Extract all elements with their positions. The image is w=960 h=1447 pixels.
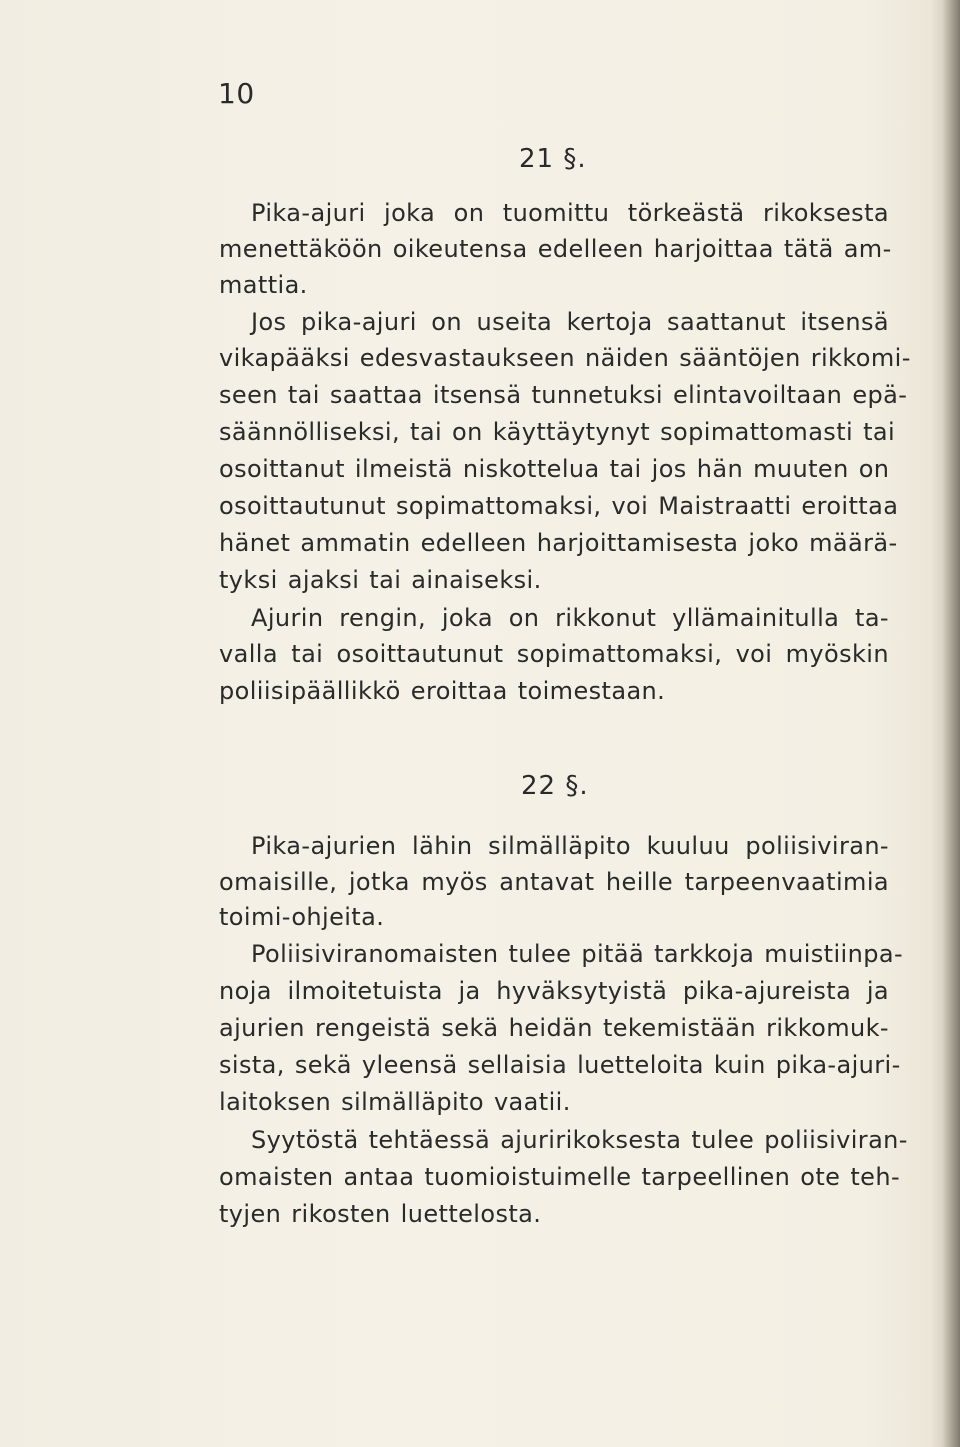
text-line: toimi-ohjeita. xyxy=(219,903,385,931)
text-line: tyjen rikosten luettelosta. xyxy=(219,1200,542,1228)
text-line: osoittanut ilmeistä niskottelua tai jos hän muuten on xyxy=(219,455,890,483)
text-line: tyksi ajaksi tai ainaiseksi. xyxy=(219,566,542,594)
page-edge-shadow xyxy=(930,0,960,1447)
text-line: mattia. xyxy=(219,271,308,299)
text-line: noja ilmoitetuista ja hyväksytyistä pika-ajureista ja xyxy=(219,977,889,1005)
text-line: osoittautunut sopimattomaksi, voi Maistraatti eroittaa xyxy=(219,492,899,520)
text-line: seen tai saattaa itsensä tunnetuksi elintavoiltaan epä- xyxy=(219,381,908,409)
text-line: Syytöstä tehtäessä ajuririkoksesta tulee poliisiviran- xyxy=(251,1126,908,1154)
text-line: säännölliseksi, tai on käyttäytynyt sopimattomasti tai xyxy=(219,418,896,446)
text-line: omaisten antaa tuomioistuimelle tarpeellinen ote teh- xyxy=(219,1163,901,1191)
text-line: omaisille, jotka myös antavat heille tarpeenvaatimia xyxy=(219,868,889,896)
text-line: Pika-ajurien lähin silmälläpito kuuluu poliisiviran- xyxy=(251,832,889,860)
page-number: 10 xyxy=(218,77,255,110)
text-line: Poliisiviranomaisten tulee pitää tarkkoja muistiinpa- xyxy=(251,940,904,968)
text-line: menettäköön oikeutensa edelleen harjoittaa tätä am- xyxy=(219,235,892,263)
text-line: Ajurin rengin, joka on rikkonut yllämainitulla ta- xyxy=(251,604,889,632)
text-line: laitoksen silmälläpito vaatii. xyxy=(219,1088,571,1116)
text-line: poliisipäällikkö eroittaa toimestaan. xyxy=(219,677,666,705)
text-line: ajurien rengeistä sekä heidän tekemistään rikkomuk- xyxy=(219,1014,889,1042)
text-line: hänet ammatin edelleen harjoittamisesta joko määrä- xyxy=(219,529,898,557)
text-line: valla tai osoittautunut sopimattomaksi, voi myöskin xyxy=(219,640,889,668)
section-heading-21: 21 §. xyxy=(519,144,587,174)
section-heading-22: 22 §. xyxy=(521,771,589,801)
text-line: vikapääksi edesvastaukseen näiden sääntöjen rikkomi- xyxy=(219,344,911,372)
text-line: Jos pika-ajuri on useita kertoja saattanut itsensä xyxy=(251,308,889,336)
text-line: Pika-ajuri joka on tuomittu törkeästä rikoksesta xyxy=(251,199,889,227)
text-line: sista, sekä yleensä sellaisia luetteloita kuin pika-ajuri- xyxy=(219,1051,901,1079)
